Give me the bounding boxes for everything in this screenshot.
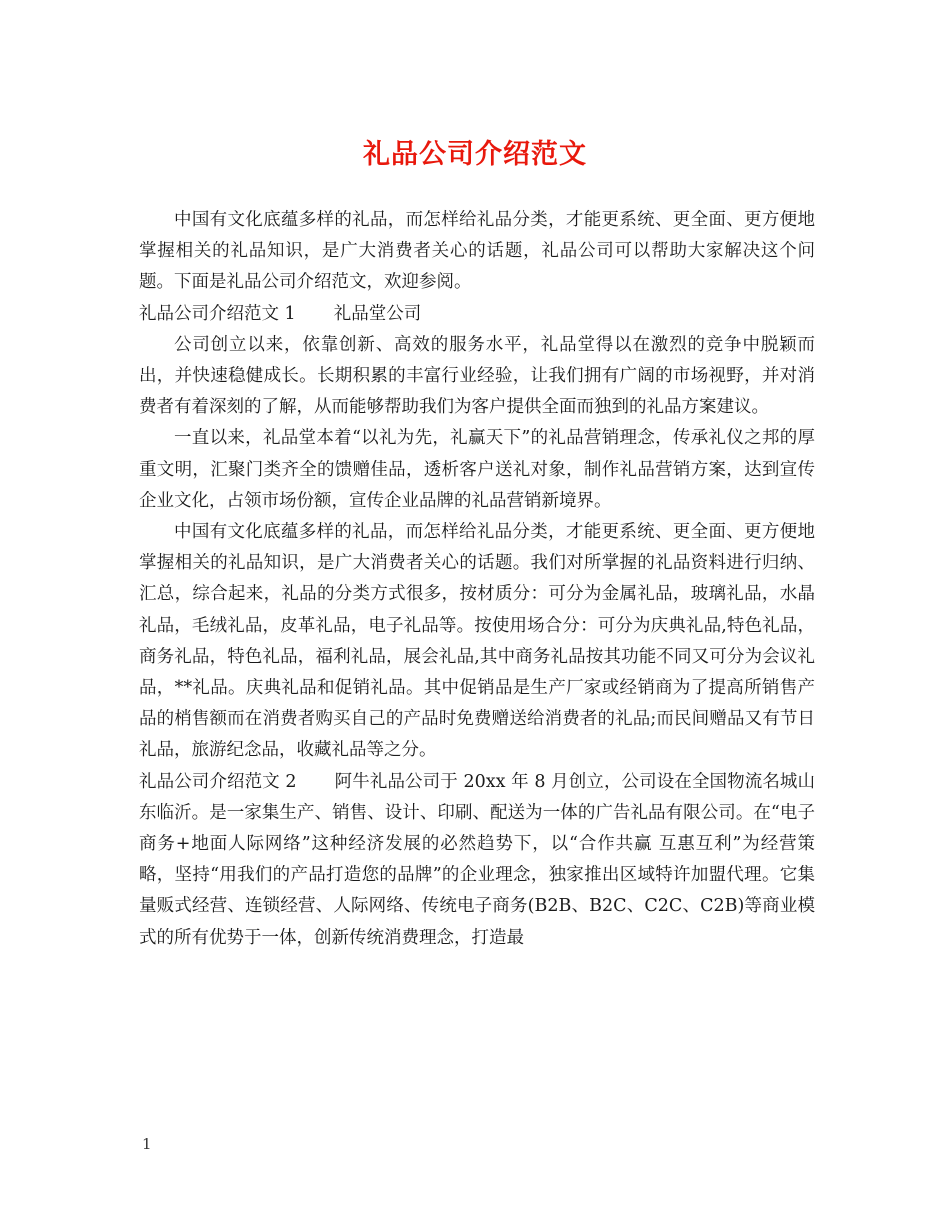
section-1-paragraph-3: 中国有文化底蕴多样的礼品，而怎样给礼品分类，才能更系统、更全面、更方便地掌握相关的礼品知识，是广大消费者关心的话题。我们对所掌握的礼品资料进行归纳、汇总，综合起来，礼品的分类方式很多，按材质分：可分为金属礼品，玻璃礼品，水晶礼品，毛绒礼品，皮革礼品，电子礼品等。按使用场合分：可分为庆典礼品,特色礼品，商务礼品，特色礼品，福利礼品，展会礼品,其中商务礼品按其功能不同又可分为会议礼品，**礼品。庆典礼品和促销礼品。其中促销品是生产厂家或经销商为了提高所销售产品的梢售额而在消费者购买自己的产品时免费赠送给消费者的礼品;而民间赠品又有节日礼品，旅游纪念品，收藏礼品等之分。	[139, 522, 815, 761]
section-2-heading: 礼品公司介绍范文 2	[139, 771, 297, 792]
section-1-paragraph-1: 公司创立以来，依靠创新、高效的服务水平，礼品堂得以在激烈的竞争中脱颖而出，并快速稳健成长。长期积累的丰富行业经验，让我们拥有广阔的市场视野，并对消费者有着深刻的了解，从而能够帮助我们为客户提供全面而独到的礼品方案建议。	[139, 334, 815, 418]
section-1-heading: 礼品公司介绍范文 1	[139, 303, 296, 324]
section-2-text: 阿牛礼品公司于 20xx 年 8 月创立，公司设在全国物流名城山东临沂。是一家集生产、销售、设计、印刷、配送为一体的广告礼品有限公司。在“电子商务+地面人际网络”这种经济发展的必然趋势下，以“合作共赢 互惠互利”为经营策略，坚持“用我们的产品打造您的品牌”的企业理念，独家推出区域特许加盟代理。它集量贩式经营、连锁经营、人际网络、传统电子商务(B2B、B2C、C2C、C2B)等商业模式的所有优势于一体，创新传统消费理念，打造最	[139, 771, 816, 948]
document-title: 礼品公司介绍范文	[363, 139, 587, 170]
section-1-heading-line	[139, 299, 815, 330]
document-body	[139, 205, 815, 954]
intro-paragraph: 中国有文化底蕴多样的礼品，而怎样给礼品分类，才能更系统、更全面、更方便地掌握相关的礼品知识，是广大消费者关心的话题，礼品公司可以帮助大家解决这个问题。下面是礼品公司介绍范文，欢迎参阅。	[139, 210, 815, 293]
page-number: 1	[142, 1135, 152, 1153]
section-1-paragraph-2: 一直以来，礼品堂本着“以礼为先，礼赢天下”的礼品营销理念，传承礼仪之邦的厚重文明，汇聚门类齐全的馈赠佳品，透析客户送礼对象，制作礼品营销方案，达到宣传企业文化，占领市场份额，宣传企业品牌的礼品营销新境界。	[139, 428, 815, 511]
section-1-subtitle: 礼品堂公司	[333, 303, 422, 324]
section-2-paragraph	[139, 767, 815, 954]
